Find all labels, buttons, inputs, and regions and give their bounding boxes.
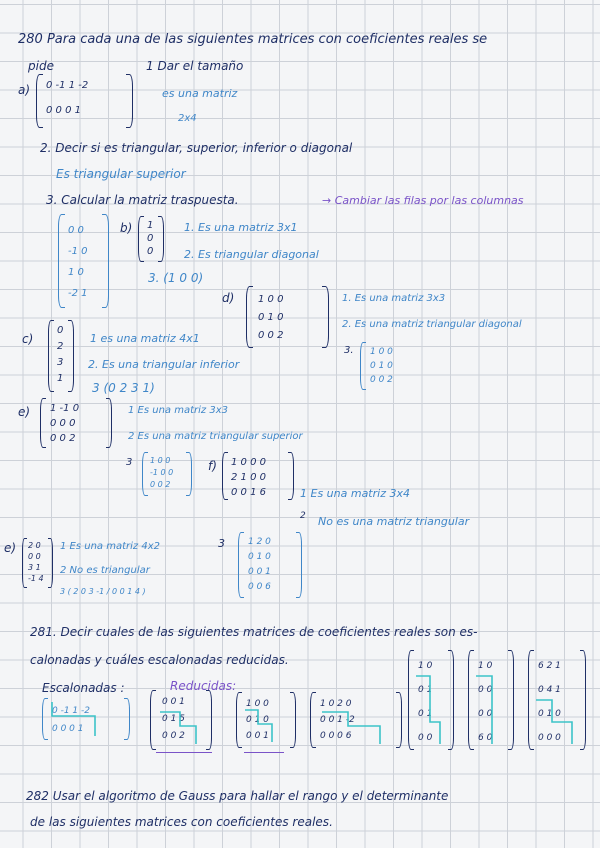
matrix-row: 0 (57, 325, 64, 336)
matrix-row: 1 0 (478, 661, 493, 671)
matrix-row: 3 1 (28, 563, 41, 572)
item-d-answer-3-label: 3. (344, 345, 354, 356)
item-b-answer-1: 1. Es una matriz 3x1 (184, 221, 298, 234)
item-e-answer-2: 2 Es una matriz triangular superior (128, 431, 303, 442)
matrix-row: 1 0 (68, 267, 84, 278)
item-a-label: a) (18, 83, 31, 97)
matrix-row: 1 0 0 (246, 699, 269, 709)
question-2: 2. Decir si es triangular, superior, inferior o diagonal (40, 141, 353, 155)
matrix-row: 0 0 2 (258, 330, 284, 341)
item-a-answer-2: Es triangular superior (56, 167, 186, 181)
matrix-row: 0 0 0 6 (320, 731, 352, 741)
matrix-row: 0 0 (418, 733, 433, 743)
exercise-282-line-1: 282 Usar el algoritmo de Gauss para hallar el rango y el determinante (26, 789, 449, 803)
matrix-row: 0 -1 1 -2 (46, 80, 89, 91)
item-g-label: e) (4, 541, 17, 555)
matrix-row: 0 0 0 (538, 733, 561, 743)
item-a-answer-1-size: 2x4 (178, 113, 197, 124)
matrix-row: 0 0 6 (248, 582, 271, 592)
matrix-row: 0 0 (68, 225, 84, 236)
matrix-row: 1 0 0 (370, 347, 393, 357)
matrix-row: 0 0 0 (50, 418, 76, 429)
item-a-answer-1: es una matriz (162, 87, 238, 100)
escalonadas-label: Escalonadas : (42, 681, 125, 695)
item-b-answer-3: 3. (1 0 0) (148, 271, 204, 285)
matrix-row: 2 0 (28, 541, 41, 550)
matrix-row: 0 -1 1 -2 (52, 706, 90, 716)
matrix-row: 1 -1 0 (50, 403, 80, 414)
matrix-row: 0 0 2 (162, 731, 185, 741)
purple-underline (244, 752, 284, 753)
exercise-281-line-1: 281. Decir cuales de las siguientes matrices de coeficientes reales son es- (30, 625, 478, 639)
matrix-row: 1 (57, 373, 64, 384)
item-e-answer-3-label: 3 (126, 457, 133, 468)
matrix-row: 3 (57, 357, 64, 368)
matrix-row: 0 0 1 (162, 697, 185, 707)
matrix-row: 1 2 0 (248, 537, 271, 547)
matrix-row: 0 0 1 6 (231, 487, 266, 498)
item-d-label: d) (222, 291, 235, 305)
purple-underline (156, 752, 212, 753)
exercise-281-line-2: calonadas y cuáles escalonadas reducidas. (30, 653, 289, 667)
pide-text: pide (28, 59, 54, 73)
matrix-row: 0 0 (28, 552, 41, 561)
matrix-row: 0 0 (478, 709, 493, 719)
item-f-answer-2: No es una matriz triangular (318, 515, 470, 528)
matrix-row: 0 0 1 (246, 731, 269, 741)
matrix-row: -1 0 0 (150, 468, 174, 477)
matrix-row: 0 1 0 (370, 361, 393, 371)
matrix-row: 2 (57, 341, 64, 352)
item-c-answer-2: 2. Es una triangular inferior (88, 358, 240, 371)
item-e-answer-1: 1 Es una matriz 3x3 (128, 405, 228, 416)
matrix-row: 0 1 0 (258, 312, 284, 323)
matrix-row: 1 (147, 220, 154, 231)
reducidas-label: Reducidas: (170, 679, 237, 693)
item-f-answer-2-number: 2 (300, 511, 306, 521)
item-b-answer-2: 2. Es triangular diagonal (184, 248, 319, 261)
matrix-row: 0 0 2 (50, 433, 76, 444)
matrix-row: 0 (147, 233, 154, 244)
item-e-label: e) (18, 405, 31, 419)
matrix-row: 0 1 5 (162, 714, 185, 724)
matrix-row: 1 0 0 0 (231, 457, 266, 468)
item-f-label: f) (208, 459, 217, 473)
matrix-row: 0 0 1 -2 (320, 715, 355, 725)
matrix-row: 0 4 1 (538, 685, 561, 695)
matrix-row: 1 0 2 0 (320, 699, 352, 709)
matrix-row: 0 (147, 246, 154, 257)
matrix-row: 0 1 (418, 709, 433, 719)
matrix-row: 1 0 0 (150, 456, 171, 465)
item-c-answer-1: 1 es una matriz 4x1 (90, 332, 200, 345)
matrix-row: 1 0 0 (258, 294, 284, 305)
matrix-row: 0 0 (478, 685, 493, 695)
item-g-answer-3: 3 ( 2 0 3 -1 / 0 0 1 4 ) (60, 587, 146, 596)
matrix-row: 0 0 1 (248, 567, 271, 577)
matrix-row: -1 0 (68, 246, 88, 257)
matrix-row: 0 0 0 1 (46, 105, 81, 116)
item-g-answer-3-label: 3 (218, 537, 225, 550)
item-d-answer-1: 1. Es una matriz 3x3 (342, 293, 446, 304)
matrix-row: 0 1 (418, 685, 433, 695)
matrix-row: 0 0 2 (370, 375, 393, 385)
matrix-row: 0 1 0 (246, 715, 269, 725)
item-c-answer-3: 3 (0 2 3 1) (92, 381, 155, 395)
matrix-row: 0 0 2 (150, 480, 171, 489)
exercise-282-line-2: de las siguientes matrices con coeficientes reales. (30, 815, 333, 829)
item-f-answer-1: 1 Es una matriz 3x4 (300, 487, 410, 500)
question-3-note: → Cambiar las filas por las columnas (322, 194, 524, 207)
question-3: 3. Calcular la matriz traspuesta. (46, 193, 239, 207)
item-c-label: c) (22, 332, 34, 346)
item-d-answer-2: 2. Es una matriz triangular diagonal (342, 319, 522, 330)
matrix-row: -2 1 (68, 288, 88, 299)
question-1: 1 Dar el tamaño (146, 59, 244, 73)
item-g-answer-2: 2 No es triangular (60, 565, 150, 576)
matrix-row: 0 0 0 1 (52, 724, 84, 734)
matrix-row: 6 0 (478, 733, 493, 743)
matrix-row: 2 1 0 0 (231, 472, 266, 483)
item-g-answer-1: 1 Es una matriz 4x2 (60, 541, 160, 552)
exercise-280-header: 280 Para cada una de las siguientes matrices con coeficientes reales se (18, 32, 488, 47)
matrix-row: 1 0 (418, 661, 433, 671)
matrix-row: 6 2 1 (538, 661, 561, 671)
matrix-row: 0 1 0 (538, 709, 561, 719)
matrix-row: -1 4 (28, 574, 44, 583)
item-b-label: b) (120, 221, 133, 235)
matrix-row: 0 1 0 (248, 552, 271, 562)
